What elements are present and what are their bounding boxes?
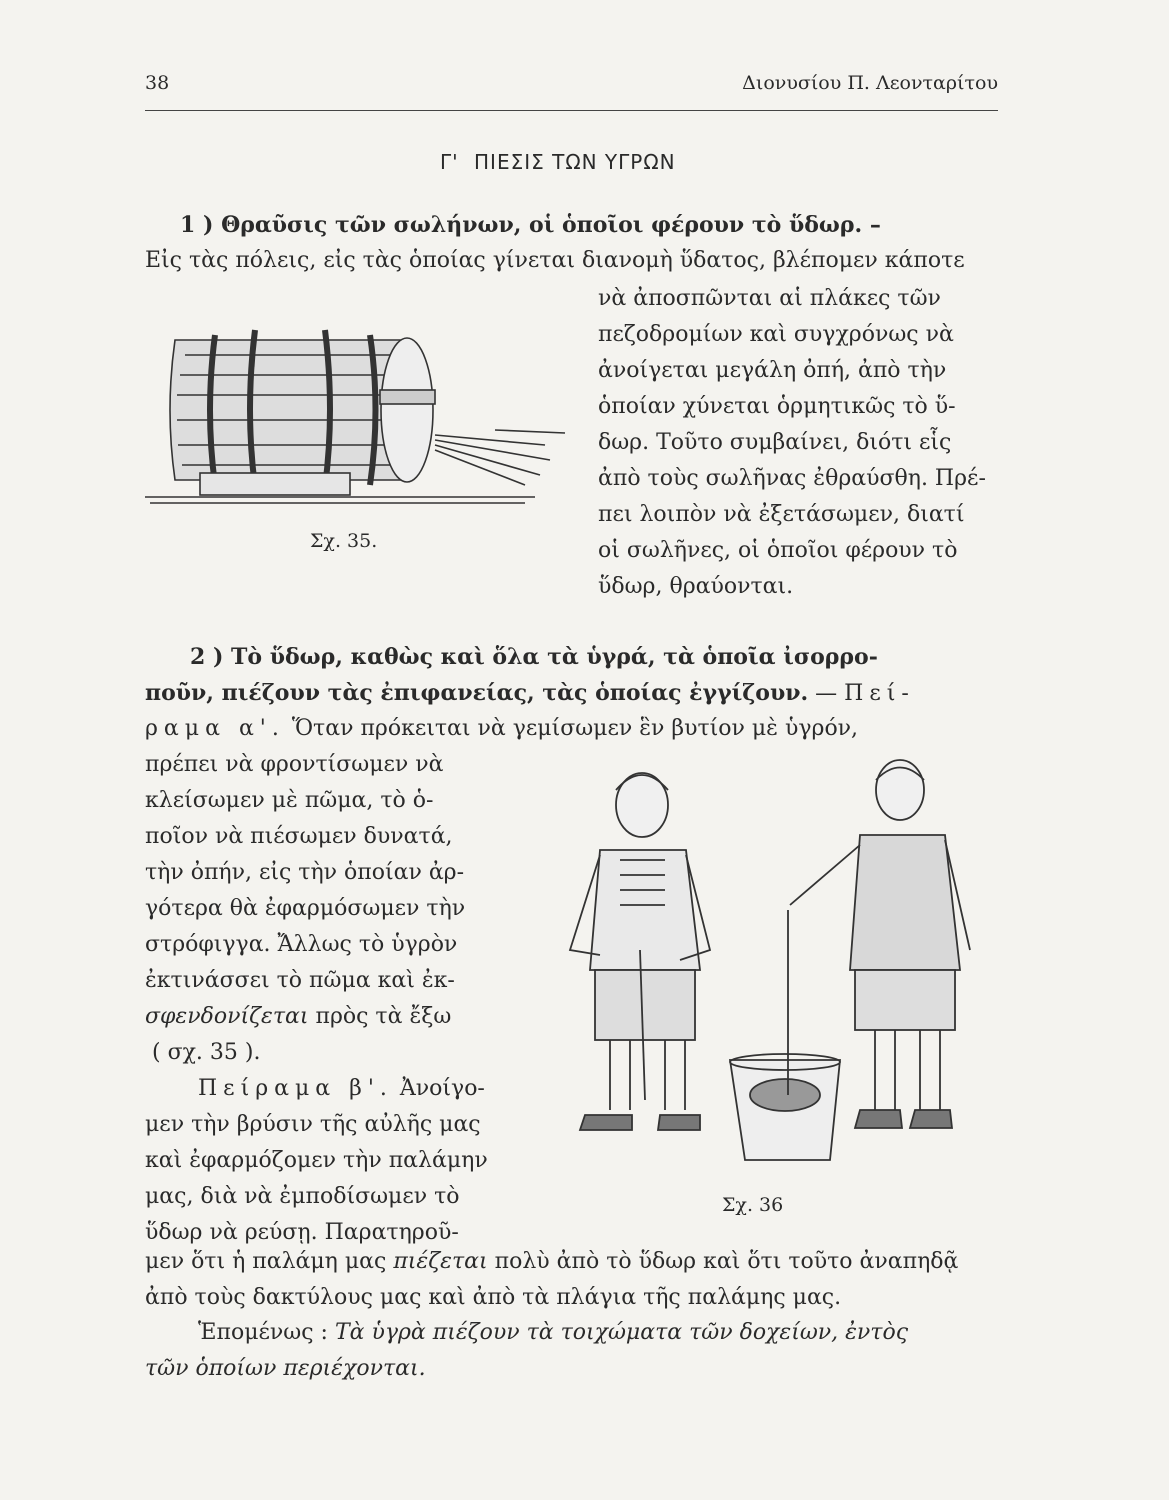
full-line-2: ἀπὸ τοὺς δακτύλους μας καὶ ἀπὸ τὰ πλάγια τῆς παλάμης μας.: [145, 1285, 842, 1310]
section-heading: ΠΙΕΣΙΣ ΤΩΝ ΥΓΡΩΝ: [474, 150, 676, 174]
p1-line-8: οἱ σωλῆνες, οἱ ὁποῖοι φέρουν τὸ: [598, 538, 958, 563]
p2-left-1: κλείσωμεν μὲ πῶμα, τὸ ὁ-: [145, 788, 434, 813]
p1-line-4: ὁποίαν χύνεται ὁρμητικῶς τὸ ὕ-: [598, 394, 956, 419]
conclusion-line-1: [198, 1318, 908, 1348]
p2-left-2: ποῖον νὰ πιέσωμεν δυνατά,: [145, 824, 453, 849]
p1-line-9: ὕδωρ, θραύονται.: [598, 574, 794, 599]
p2-line-3: [145, 714, 858, 744]
page-header: [145, 72, 998, 102]
p2-left-b-1: καὶ ἐφαρμόζομεν τὴν παλάμην: [145, 1148, 488, 1173]
p1-heading-text: Θραῦσις τῶν σωλήνων, οἱ ὁποῖοι φέρουν τὸ ὕδωρ. –: [221, 212, 881, 238]
full-line-1-b: πολὺ ἀπὸ τὸ ὕδωρ καὶ ὅτι τοῦτο ἀναπηδᾷ: [494, 1249, 959, 1274]
p2-heading-2: ποῦν, πιέζουν τὰς ἐπιφανείας, τὰς ὁποίας ἐγγίζουν.: [145, 680, 809, 706]
p2-left-b-0: μεν τὴν βρύσιν τῆς αὐλῆς μας: [145, 1112, 481, 1137]
conclusion-italic-1: Τὰ ὑγρὰ πιέζουν τὰ τοιχώματα τῶν δοχείων, ἐντὸς: [334, 1320, 909, 1345]
p2-left-b-3: ὕδωρ νὰ ρεύσῃ. Παρατηροῦ-: [145, 1220, 459, 1245]
p2-left-6: ἐκτινάσσει τὸ πῶμα καὶ ἐκ-: [145, 968, 455, 993]
p2-left-3: τὴν ὀπήν, εἰς τὴν ὁποίαν ἀρ-: [145, 860, 465, 885]
full-line-1-a: μεν ὅτι ἡ παλάμη μας: [145, 1249, 387, 1274]
p2-left-4: γότερα θὰ ἐφαρμόσωμεν τὴν: [145, 896, 466, 921]
p2-heading-1: 2 ) Τὸ ὕδωρ, καθὼς καὶ ὅλα τὰ ὑγρά, τὰ ὁποῖα ἰσορρο-: [190, 644, 878, 670]
barrel-illustration: [145, 295, 575, 520]
p1-line-6: ἀπὸ τοὺς σωλῆνας ἐθραύσθη. Πρέ-: [598, 466, 986, 491]
p1-line-5: δωρ. Τοῦτο συμβαίνει, διότι εἷς: [598, 430, 952, 455]
p1-line-3: ἀνοίγεται μεγάλη ὀπή, ἀπὸ τὴν: [598, 358, 947, 383]
italic-word: σφενδονίζεται: [145, 1004, 309, 1029]
p1-number: 1 ): [180, 212, 214, 238]
full-line-1: [145, 1247, 958, 1277]
full-line-1-italic: πιέζεται: [393, 1249, 488, 1274]
boys-experiment-illustration: [550, 750, 1000, 1180]
exp-b-line: [198, 1074, 485, 1104]
exp-b-rest: Ἀνοίγο-: [399, 1076, 485, 1101]
p1-line-1: νὰ ἀποσπῶνται αἱ πλάκες τῶν: [598, 286, 941, 311]
fig-ref: ( σχ. 35 ).: [152, 1040, 261, 1065]
p2-left-7: [145, 1002, 451, 1032]
section-prefix: Γ': [440, 150, 459, 174]
fig35-caption: Σχ. 35.: [310, 530, 378, 552]
running-head-author: Διονυσίου Π. Λεονταρίτου: [742, 72, 998, 94]
p1-line-2: πεζοδρομίων καὶ συγχρόνως νὰ: [598, 322, 954, 347]
exp-b-label: Πείραμα β'.: [198, 1076, 393, 1101]
p2-left-5: στρόφιγγα. Ἄλλως τὸ ὑγρὸν: [145, 932, 458, 957]
p1-line-0: Εἰς τὰς πόλεις, εἰς τὰς ὁποίας γίνεται διανομὴ ὕδατος, βλέπομεν κάποτε: [145, 248, 965, 273]
after-italic: πρὸς τὰ ἔξω: [315, 1004, 452, 1029]
p1-line-7: πει λοιπὸν νὰ ἐξετάσωμεν, διατί: [598, 502, 965, 527]
conclusion-line-2: τῶν ὁποίων περιέχονται.: [145, 1356, 426, 1381]
conclusion-lead: Ἑπομένως :: [198, 1320, 328, 1345]
exp-a-label-2: ραμα α'.: [145, 716, 285, 741]
page-number: 38: [145, 72, 170, 94]
p2-left-0: πρέπει νὰ φροντίσωμεν νὰ: [145, 752, 444, 777]
p2-heading-2-line: ποῦν, πιέζουν τὰς ἐπιφανείας, τὰς ὁποίας ἐγγίζουν. — Πεί-: [145, 680, 915, 706]
fig36-caption: Σχ. 36: [722, 1194, 784, 1216]
header-rule: [145, 110, 998, 111]
section-title: [440, 150, 676, 174]
p2-left-b-2: μας, διὰ νὰ ἐμποδίσωμεν τὸ: [145, 1184, 460, 1209]
exp-a-label-1: Πεί-: [844, 681, 915, 706]
p1-heading: [180, 210, 881, 240]
p2-line-3-rest: Ὅταν πρόκειται νὰ γεμίσωμεν ἓν βυτίον μὲ ὑγρόν,: [291, 716, 859, 741]
